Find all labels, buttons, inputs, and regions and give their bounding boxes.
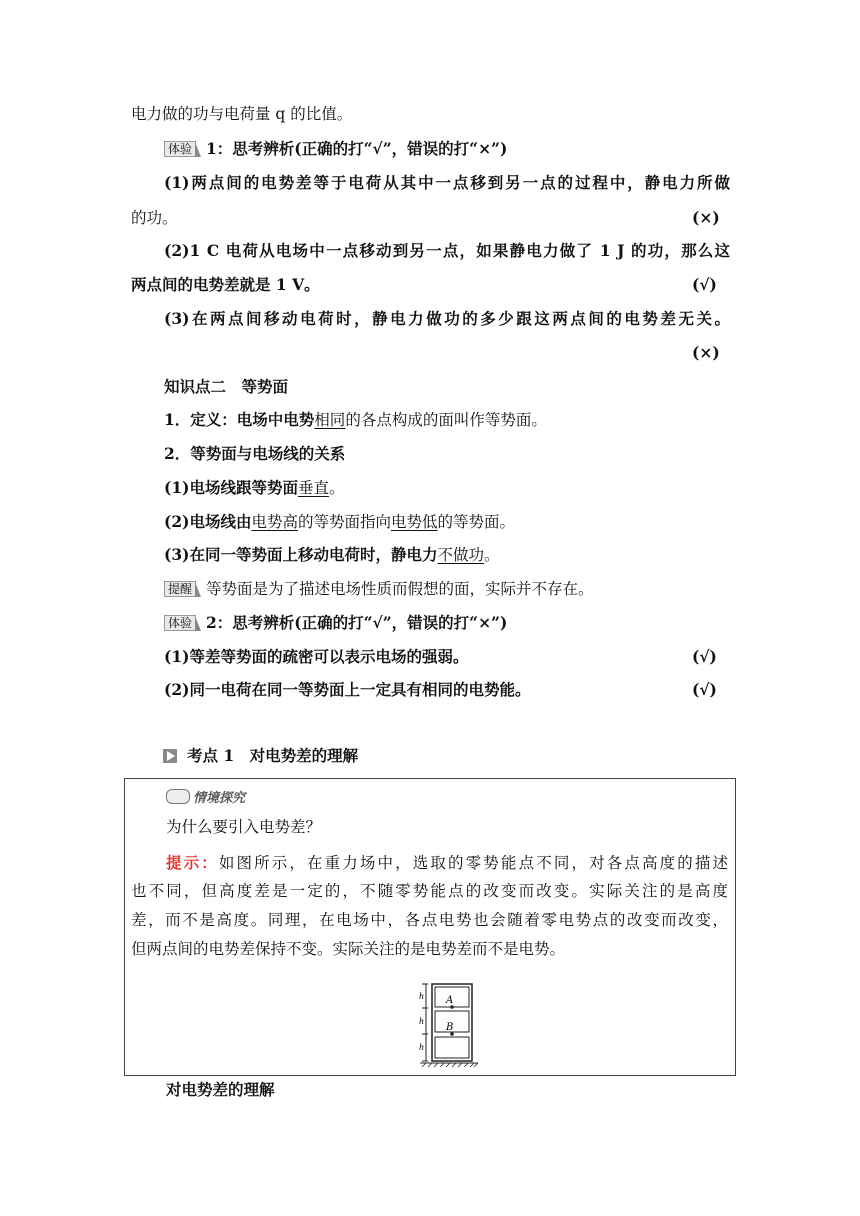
- question-text: 为什么要引入电势差？: [166, 818, 322, 836]
- answer-mark: (√): [692, 647, 717, 666]
- relation-item: (3)在同一等势面上移动电荷时，静电力不做功。: [164, 545, 500, 564]
- exercise-tag: 体验: [164, 141, 196, 157]
- answer-mark: (√): [692, 680, 717, 699]
- relation-heading: 2．等势面与电场线的关系: [164, 444, 346, 463]
- relation-item: (1)电场线跟等势面垂直。: [164, 478, 345, 497]
- question-text: (2)1 C 电荷从电场中一点移动到另一点，如果静电力做了 1 J 的功，那么这: [164, 241, 730, 260]
- text-line: 电力做的功与电荷量 q 的比值。: [131, 105, 353, 123]
- answer-mark: (×): [692, 208, 720, 227]
- question-text: (3)在两点间移动电荷时，静电力做功的多少跟这两点间的电势差无关。: [164, 309, 730, 328]
- subheading: 对电势差的理解: [166, 1080, 275, 1099]
- exercise-title: 1：思考辨析(正确的打“√”，错误的打“×”): [206, 139, 508, 158]
- exercise-1-heading: [164, 139, 507, 159]
- tip-tag: 提醒: [164, 581, 196, 597]
- question-text: (1)等差等势面的疏密可以表示电场的强弱。: [164, 647, 469, 666]
- definition-line: 1．定义：电场中电势相同的各点构成的面叫作等势面。: [164, 410, 547, 429]
- exercise-title: 2：思考辨析(正确的打“√”，错误的打“×”): [206, 613, 508, 632]
- question-text: 两点间的电势差就是 1 V。: [131, 275, 320, 294]
- hint-line: 差，而不是高度。同理，在电场中，各点电势也会随着零电势点的改变而改变，: [131, 911, 728, 929]
- question-text: (1)两点间的电势差等于电荷从其中一点移到另一点的过程中，静电力所做: [164, 173, 730, 192]
- relation-item: (2)电场线由电势高的等势面指向电势低的等势面。: [164, 512, 516, 531]
- tip-line: 提醒 等势面是为了描述电场性质而假想的面，实际并不存在。: [164, 579, 594, 599]
- play-icon: [163, 749, 177, 763]
- hint-line: 也不同，但高度差是一定的，不随零势能点的改变而改变。实际关注的是高度: [131, 882, 728, 900]
- exercise-tag: 体验: [164, 615, 196, 631]
- question-text: (2)同一电荷在同一等势面上一定具有相同的电势能。: [164, 680, 531, 699]
- answer-mark: (√): [692, 275, 717, 294]
- situation-label: 情境探究: [166, 787, 245, 806]
- hint-line: 提示：如图所示，在重力场中，选取的零势能点不同，对各点高度的描述: [166, 853, 728, 872]
- exercise-2-heading: [164, 613, 507, 633]
- question-text: 的功。: [131, 209, 178, 227]
- label-b: B: [446, 1022, 454, 1033]
- label-h: h: [419, 992, 425, 1001]
- answer-mark: (×): [692, 343, 720, 362]
- label-h: h: [419, 1043, 425, 1052]
- hand-icon: [166, 789, 190, 804]
- section-heading: 考点 1 对电势差的理解: [163, 746, 358, 766]
- label-a: A: [446, 995, 454, 1006]
- stacked-boxes-figure: [418, 982, 480, 1068]
- label-h: h: [419, 1017, 425, 1026]
- hint-label: 提示：: [166, 853, 219, 872]
- hint-line: 但两点间的电势差保持不变。实际关注的是电势差而不是电势。: [131, 940, 566, 958]
- knowledge-point-heading: 知识点二 等势面: [164, 377, 289, 396]
